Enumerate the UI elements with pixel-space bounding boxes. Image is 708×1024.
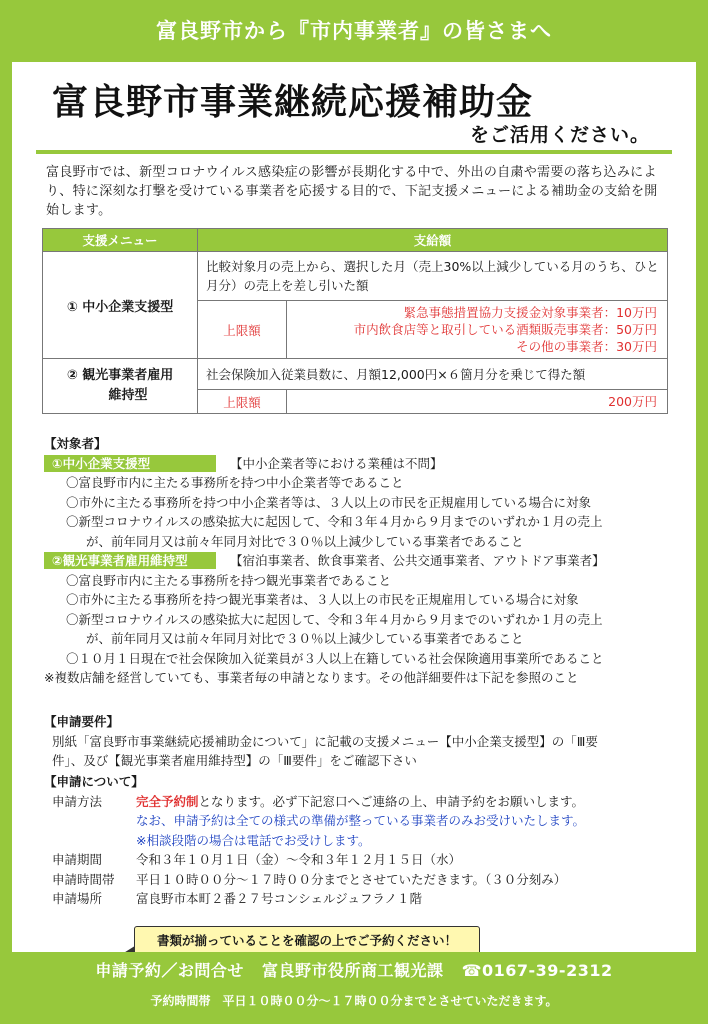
requirements-line: 件」、及び【観光事業者雇用維持型】の「Ⅲ要件」をご確認下さい — [52, 753, 417, 768]
list-item-cont: が、前年同月又は前々年同月対比で３０％以上減少している事業者であること — [86, 533, 524, 549]
limit-label: 上限額 — [198, 301, 287, 359]
limit-value: その他の事業者：30万円 — [516, 339, 657, 354]
footer — [0, 952, 708, 1024]
limit-value: 市内飲食店等と取引している酒類販売事業者：50万円 — [353, 322, 657, 337]
menu-sme: ① 中小企業支援型 — [43, 252, 198, 359]
table-row — [43, 359, 668, 390]
apply-method-text: となります。必ず下記窓口へご連絡の上、申請予約をお願いします。 — [198, 793, 585, 809]
list-item-cont: が、前年同月又は前々年同月対比で３０％以上減少している事業者であること — [86, 631, 524, 646]
list-item: 〇新型コロナウイルスの感染拡大に起因して、令和３年４月から９月までのいずれか１月の売上 — [66, 514, 603, 529]
footer-label: 申請予約／お問合せ — [95, 961, 244, 980]
apply-hours: 平日１０時００分～１７時００分までとさせていただきます。（３０分刻み） — [136, 871, 567, 887]
apply-period-row — [44, 850, 585, 870]
list-item: 〇市外に主たる事務所を持つ中小企業者等は、３人以上の市民を正規雇用している場合に対象 — [66, 494, 592, 510]
apply-method-row — [44, 792, 585, 812]
list-item: 〇１０月１日現在で社会保険加入従業員が３人以上在籍している社会保険適用事業所であること — [66, 650, 604, 666]
requirements-heading: 【申請要件】 — [44, 714, 120, 729]
apply-period: 令和３年１０月１日（金）～令和３年１２月１５日（水） — [136, 852, 462, 867]
target-group1-header — [44, 454, 605, 474]
apply-method-note: なお、申請予約は全ての様式の準備が整っている事業者のみお受けいたします。 — [136, 813, 586, 828]
title-divider — [36, 150, 672, 154]
limit-value: 緊急事態措置協力支援金対象事業者：10万円 — [403, 305, 657, 320]
intro-paragraph: 富良野市では、新型コロナウイルス感染症の影響が長期化する中で、外出の自粛や需要の落ち込みにより、特に深刻な打撃を受けている事業者を応援する目的で、下記支援メニューによる補助金の支給を開始します。 — [46, 165, 658, 218]
amount-desc-sme: 比較対象月の売上から、選択した月（売上30%以上減少している月のうち、ひと月分）の売上を差し引いた額 — [198, 252, 668, 301]
apply-hours-key: 申請時間帯 — [52, 871, 115, 887]
list-item: 〇新型コロナウイルスの感染拡大に起因して、令和３年４月から９月までのいずれか１月の売上 — [66, 611, 603, 627]
footer-phone[interactable]: ☎0167-39-2312 — [461, 961, 613, 980]
target-group2-header — [44, 551, 605, 571]
apply-place: 富良野市本町２番２７号コンシェルジュフラノ１階 — [136, 891, 423, 906]
apply-period-key: 申請期間 — [52, 852, 103, 867]
menu-tourism — [43, 359, 198, 414]
menu-tourism-line1: ② 観光事業者雇用 — [66, 368, 174, 383]
limit-label: 上限額 — [198, 390, 287, 414]
main-title: 富良野市事業継続応援補助金 — [52, 82, 534, 123]
header-menu: 支援メニュー — [43, 229, 198, 252]
footer-hours: 予約時間帯 平日１０時００分～１７時００分までとさせていただきます。 — [150, 994, 558, 1008]
tag-tourism: ②観光事業者雇用維持型 — [44, 552, 216, 569]
target-heading: 【対象者】 — [44, 436, 107, 451]
sub-title: をご活用ください。 — [469, 124, 650, 146]
tag-sme: ①中小企業支援型 — [44, 455, 216, 472]
target-section — [44, 434, 605, 688]
footer-contact — [0, 958, 708, 981]
list-item: 〇市外に主たる事務所を持つ観光事業者は、３人以上の市民を正規雇用している場合に対象 — [66, 592, 579, 607]
apply-method-key: 申請方法 — [52, 793, 103, 809]
footer-office: 富良野市役所商工観光課 — [261, 961, 444, 980]
apply-method-note2: ※相談段階の場合は電話でお受けします。 — [136, 832, 371, 848]
table-row — [43, 252, 668, 301]
list-item: 〇富良野市内に主たる事務所を持つ観光事業者であること — [66, 572, 392, 588]
apply-section — [44, 772, 585, 909]
table-header-row — [43, 229, 668, 252]
apply-heading: 【申請について】 — [44, 774, 144, 789]
apply-place-key: 申請場所 — [52, 891, 103, 906]
header-amount: 支給額 — [198, 229, 668, 252]
target-note: ※複数店舗を経営していても、事業者毎の申請となります。その他詳細要件は下記を参照のこと — [44, 670, 579, 685]
top-banner: 富良野市から『市内事業者』の皆さまへ — [0, 0, 708, 62]
list-item: 〇富良野市内に主たる事務所を持つ中小企業者等であること — [66, 475, 404, 490]
apply-place-row — [44, 889, 585, 909]
note-tourism: 【宿泊事業者、飲食事業者、公共交通事業者、アウトドア事業者】 — [230, 553, 605, 568]
reservation-only: 完全予約制 — [136, 793, 199, 809]
amount-desc-tourism: 社会保険加入従業員数に、月額12,000円×６箇月分を乗じて得た額 — [198, 359, 668, 390]
apply-hours-row — [44, 870, 585, 890]
requirements-section — [44, 712, 598, 771]
limit-values-sme — [287, 301, 668, 359]
requirements-line: 別紙「富良野市事業継続応援補助金について」に記載の支援メニュー【中小企業支援型】の「Ⅲ要 — [52, 733, 598, 749]
menu-tourism-line2: 維持型 — [108, 388, 148, 403]
note-sme: 【中小企業者等における業種は不問】 — [230, 455, 443, 471]
reminder-bubble: 書類が揃っていることを確認の上でご予約ください！ — [134, 926, 480, 956]
support-table — [42, 228, 668, 414]
limit-value-tourism: 200万円 — [287, 390, 668, 414]
